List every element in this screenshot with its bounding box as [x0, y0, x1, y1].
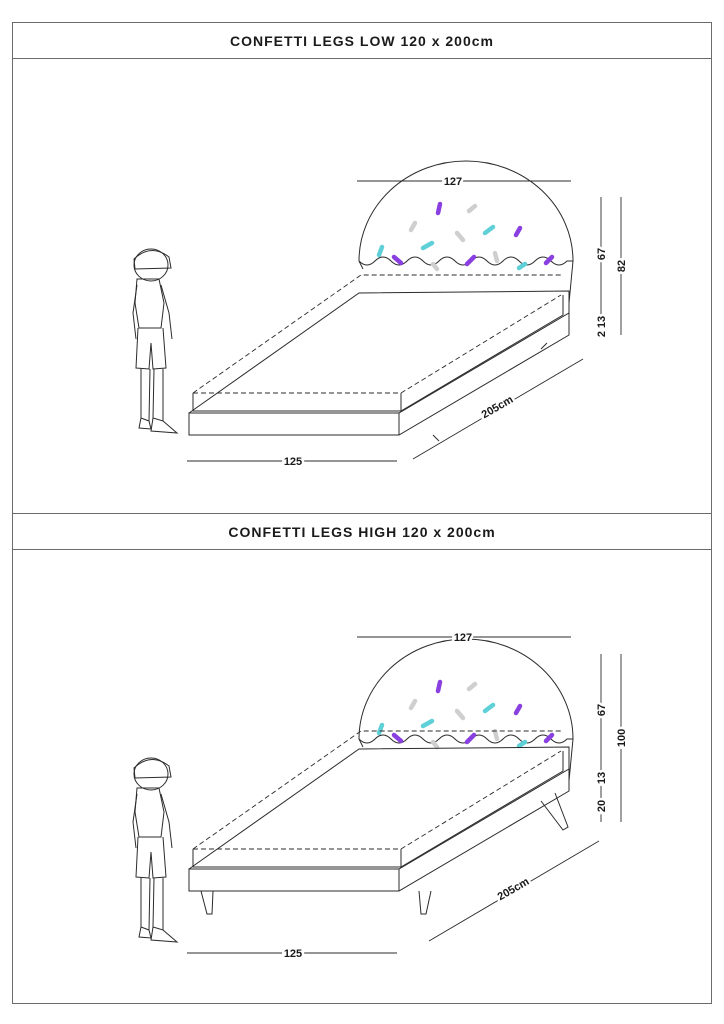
bed-drawing-low [1, 23, 724, 503]
dim-bed-height: 13 [596, 771, 608, 785]
panel-title: CONFETTI LEGS HIGH 120 x 200cm [228, 523, 496, 540]
bed-drawing-high [1, 514, 724, 994]
panel-title: CONFETTI LEGS LOW 120 x 200cm [230, 32, 494, 49]
dim-total-height: 82 [616, 259, 628, 273]
dim-length: 205cm [479, 393, 516, 422]
child-figure [133, 249, 177, 433]
dim-headboard-width: 127 [443, 176, 463, 188]
confetti-pattern [379, 204, 552, 269]
bed-panel-low [12, 22, 712, 514]
headboard [359, 639, 573, 781]
dim-length: 205cm [495, 875, 532, 904]
dim-headboard-height: 67 [596, 703, 608, 717]
bed-frame [189, 275, 569, 441]
child-figure [133, 758, 177, 942]
bed-frame [189, 731, 569, 891]
dim-width: 125 [283, 948, 303, 960]
dim-total-height: 100 [616, 728, 628, 748]
bed-panel-high [12, 513, 712, 1004]
headboard [359, 161, 573, 303]
dim-leg-height: 20 [596, 799, 608, 813]
dim-leg-height: 2 [596, 330, 608, 338]
confetti-pattern [379, 682, 552, 747]
dim-width: 125 [283, 456, 303, 468]
dim-headboard-height: 67 [596, 247, 608, 261]
dim-headboard-width: 127 [453, 632, 473, 644]
dim-bed-height: 13 [596, 315, 608, 329]
